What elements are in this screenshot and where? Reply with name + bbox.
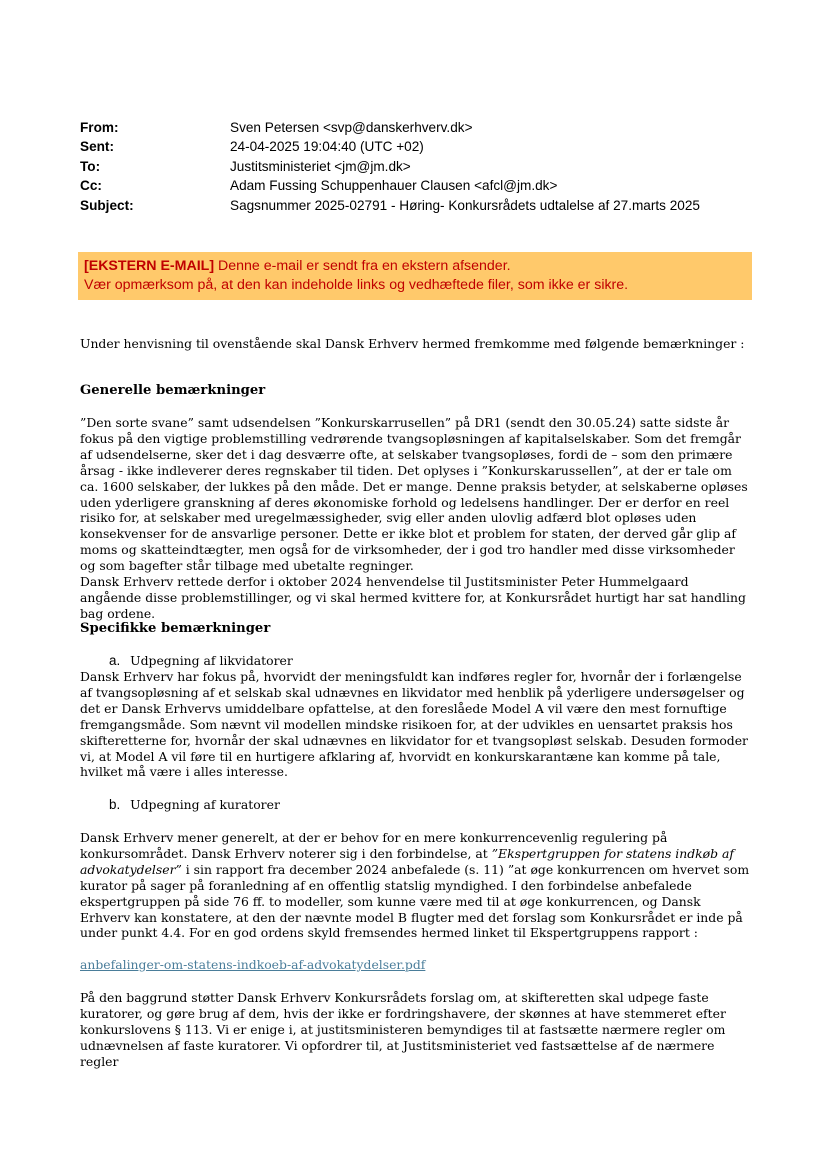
final-paragraph: På den baggrund støtter Dansk Erhverv Konkursrådets forslag om, at skifteretten skal udpege faste kuratorer, og gøre brug af dem, hvis der ikke er fordringshavere, der skønnes at have stemmeret efter konkurslovens § 113. Vi er enige i, at justitsministeren bemyndiges til at fastsætte nærmere regler om udnævnelsen af faste kuratorer. Vi opfordrer til, at Justitsministeriet ved fastsættelse af de nærmere regler — [80, 990, 726, 1069]
subheading-a-label: a. — [109, 653, 121, 668]
header-row-from — [80, 118, 780, 137]
subheading-b-label: b. — [109, 797, 121, 812]
header-label: From: — [80, 120, 119, 135]
subheading-b-title: Udpegning af kuratorer — [130, 797, 280, 812]
general-paragraph-1: ”Den sorte svane” samt udsendelsen ”Konkurskarrusellen” på DR1 (sendt den 30.05.24) satte sidste år fokus på den vigtige problemstilling vedrørende tvangsopløsningen af kapitalselskaber. Som det fremgår af udsendelserne, sker det i dag desværre ofte, at selskaber tvangsopløses, fordi de – som den primære årsag - ikke indleverer deres regnskaber til tiden. Det oplyses i ”Konkurskarussellen”, at der er tale om ca. 1600 selskaber, der lukkes på den måde. Det er mange. Denne praksis betyder, at selskaberne opløses uden yderligere granskning af deres økonomiske forhold og ledelsens handlinger. Der er derfor en reel risiko for, at selskaber med uregelmæssigheder, svig eller anden ulovlig adfærd blot opløses uden konsekvenser for de ansvarlige personer. Dette er ikke blot et problem for staten, der derved går glip af moms og skatteindtægter, men også for de virksomheder, der i god tro handler med disse virksomheder og som bagefter står tilbage med ubetalte regninger. — [80, 415, 748, 574]
section-a-paragraph: Dansk Erhverv har fokus på, hvorvidt der meningsfuldt kan indføres regler for, hvornår der i forlængelse af tvangsopløsning af et selskab skal udnævnes en likvidator med henblik på yderligere undersøgelser og det er Dansk Erhvervs umiddelbare opfattelse, at den foreslåede Model A vil være den mest fornuftige fremgangsmåde. Som nævnt vil modellen mindske risikoen for, at der udvikles en uensartet praksis hos skifteretterne for, hvornår der skal udnævnes en likvidator for et tvangsopløst selskab. Desuden formoder vi, at Model A vil føre til en hurtigere afklaring af, hvorvidt en konkurskarantæne kan komme på tale, hvilket må være i alles interesse. — [80, 669, 748, 780]
header-value: Sven Petersen <svp@danskerhverv.dk> — [230, 120, 473, 135]
section-b-paragraph — [80, 830, 752, 941]
heading-general: Generelle bemærkninger — [80, 383, 266, 398]
banner-text-1: Denne e-mail er sendt fra en ekstern afsender. — [214, 258, 511, 274]
header-row-sent — [80, 137, 780, 156]
header-row-cc — [80, 176, 780, 195]
subheading-a-title: Udpegning af likvidatorer — [130, 653, 293, 668]
general-section — [80, 415, 752, 622]
header-label: Subject: — [80, 197, 134, 213]
subheading-b — [109, 797, 280, 812]
subheading-a — [109, 653, 293, 668]
banner-tag: [EKSTERN E-MAIL] — [84, 258, 215, 274]
header-label: To: — [80, 158, 101, 174]
section-b — [80, 830, 752, 941]
report-link[interactable]: anbefalinger-om-statens-indkoeb-af-advokatydelser.pdf — [80, 957, 426, 972]
header-row-to — [80, 157, 780, 176]
header-row-subject — [80, 196, 780, 215]
intro-text: Under henvisning til ovenstående skal Dansk Erhverv hermed fremkomme med følgende bemærkninger : — [80, 336, 745, 351]
header-label: Sent: — [80, 139, 114, 155]
header-value: Sagsnummer 2025-02791 - Høring- Konkursrådets udtalelse af 27.marts 2025 — [230, 197, 700, 213]
header-value: Adam Fussing Schuppenhauer Clausen <afcl@jm.dk> — [230, 178, 558, 194]
heading-specific: Specifikke bemærkninger — [80, 621, 271, 636]
section-a — [80, 669, 752, 780]
final-section — [80, 990, 752, 1070]
header-value: 24-04-2025 19:04:40 (UTC +02) — [230, 139, 424, 155]
section-b-quote: ”Ekspertgruppen for statens indkøb af advokatydelser” — [80, 845, 734, 877]
banner-line-1 — [84, 258, 511, 274]
header-label: Cc: — [80, 178, 102, 194]
banner-line-2: Vær opmærksom på, at den kan indeholde links og vedhæftede filer, som ikke er sikre. — [84, 277, 629, 293]
header-value: Justitsministeriet <jm@jm.dk> — [230, 158, 411, 174]
section-b-text-2: i sin rapport fra december 2024 anbefalede (s. 11) ”at øge konkurrencen om hvervet som kurator på sager på foranledning af en offentlig statslig myndighed. I den forbindelse anbefalede ekspertgruppen på side 76 ff. to modeller, som kunne være med til at øge konkurrencen, og Dansk Erhverv kan konstatere, at den der nævnte model B flugter med det forslag som Konkursrådet er inde på under punkt 4.4. For en god ordens skyld fremsendes hermed linket til Ekspertgruppens rapport : — [80, 861, 750, 941]
email-header — [80, 118, 780, 215]
section-b-text-1: Dansk Erhverv mener generelt, at der er behov for en mere konkurrencevenlig regulering på konkursområdet. Dansk Erhverv noterer sig i den forbindelse, at — [80, 830, 668, 861]
external-email-banner — [78, 252, 752, 300]
general-paragraph-2: Dansk Erhverv rettede derfor i oktober 2024 henvendelse til Justitsminister Peter Hummelgaard angående disse problemstillinger, og vi skal hermed kvittere for, at Konkursrådet hurtigt har sat handling bag ordene. — [80, 574, 746, 621]
